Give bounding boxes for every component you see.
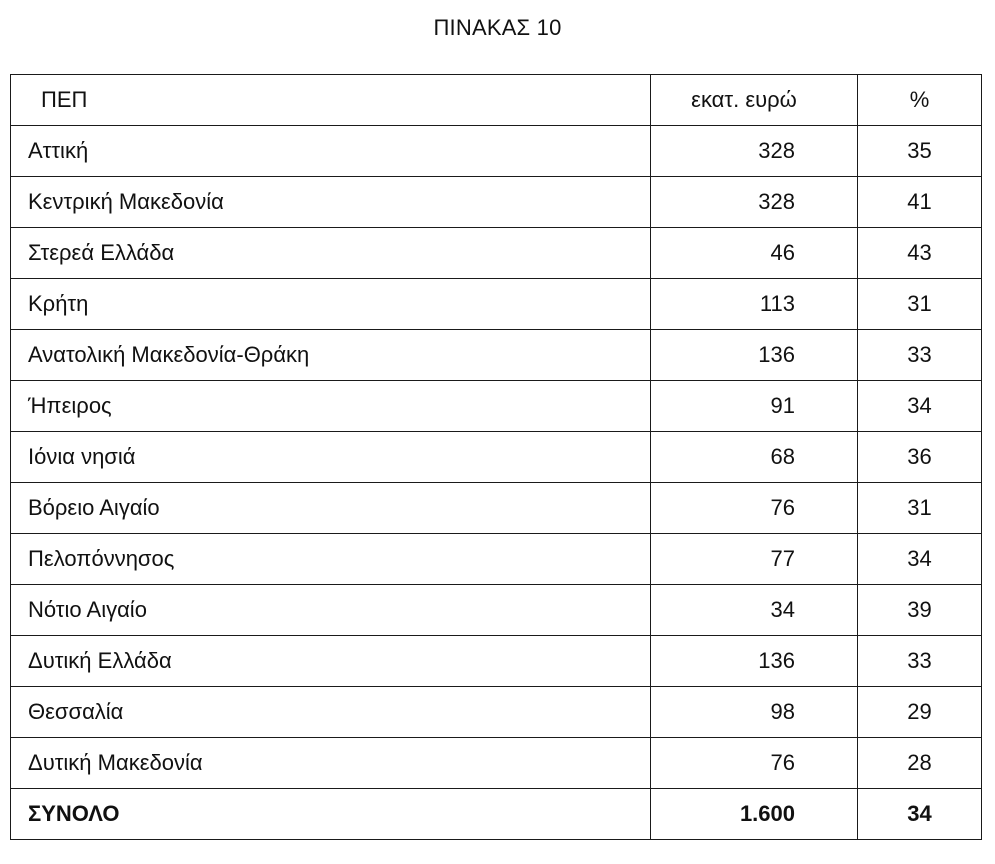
row-name: Ιόνια νησιά [11, 432, 651, 483]
total-amount: 1.600 [651, 789, 858, 840]
header-amount: εκατ. ευρώ [651, 75, 858, 126]
table-row [11, 126, 982, 177]
table-row [11, 381, 982, 432]
row-name: Θεσσαλία [11, 687, 651, 738]
table-row [11, 636, 982, 687]
row-amount: 34 [651, 585, 858, 636]
table-row [11, 330, 982, 381]
row-percent: 39 [858, 585, 982, 636]
table-row [11, 279, 982, 330]
row-percent: 35 [858, 126, 982, 177]
total-percent: 34 [858, 789, 982, 840]
row-name: Ανατολική Μακεδονία-Θράκη [11, 330, 651, 381]
row-amount: 68 [651, 432, 858, 483]
row-percent: 33 [858, 636, 982, 687]
row-name: Στερεά Ελλάδα [11, 228, 651, 279]
table-row [11, 534, 982, 585]
table-row [11, 687, 982, 738]
row-amount: 77 [651, 534, 858, 585]
row-percent: 31 [858, 483, 982, 534]
row-percent: 33 [858, 330, 982, 381]
row-percent: 31 [858, 279, 982, 330]
row-amount: 98 [651, 687, 858, 738]
table-row [11, 483, 982, 534]
row-percent: 43 [858, 228, 982, 279]
row-name: Κρήτη [11, 279, 651, 330]
header-row [11, 75, 982, 126]
row-amount: 91 [651, 381, 858, 432]
row-percent: 29 [858, 687, 982, 738]
header-percent: % [858, 75, 982, 126]
row-name: Δυτική Ελλάδα [11, 636, 651, 687]
total-row [11, 789, 982, 840]
table-row [11, 738, 982, 789]
data-table [10, 74, 982, 840]
row-name: Νότιο Αιγαίο [11, 585, 651, 636]
table-row [11, 585, 982, 636]
row-name: Αττική [11, 126, 651, 177]
total-name: ΣΥΝΟΛΟ [11, 789, 651, 840]
row-percent: 28 [858, 738, 982, 789]
page-title: ΠΙΝΑΚΑΣ 10 [433, 15, 562, 40]
table-row [11, 177, 982, 228]
row-amount: 46 [651, 228, 858, 279]
row-name: Πελοπόννησος [11, 534, 651, 585]
row-percent: 36 [858, 432, 982, 483]
row-amount: 113 [651, 279, 858, 330]
row-name: Ήπειρος [11, 381, 651, 432]
table-row [11, 228, 982, 279]
row-name: Δυτική Μακεδονία [11, 738, 651, 789]
row-percent: 41 [858, 177, 982, 228]
row-amount: 76 [651, 738, 858, 789]
row-amount: 328 [651, 126, 858, 177]
row-name: Βόρειο Αιγαίο [11, 483, 651, 534]
table-row [11, 432, 982, 483]
row-amount: 76 [651, 483, 858, 534]
row-name: Κεντρική Μακεδονία [11, 177, 651, 228]
row-percent: 34 [858, 534, 982, 585]
row-percent: 34 [858, 381, 982, 432]
row-amount: 328 [651, 177, 858, 228]
header-name: ΠΕΠ [11, 75, 651, 126]
row-amount: 136 [651, 330, 858, 381]
row-amount: 136 [651, 636, 858, 687]
